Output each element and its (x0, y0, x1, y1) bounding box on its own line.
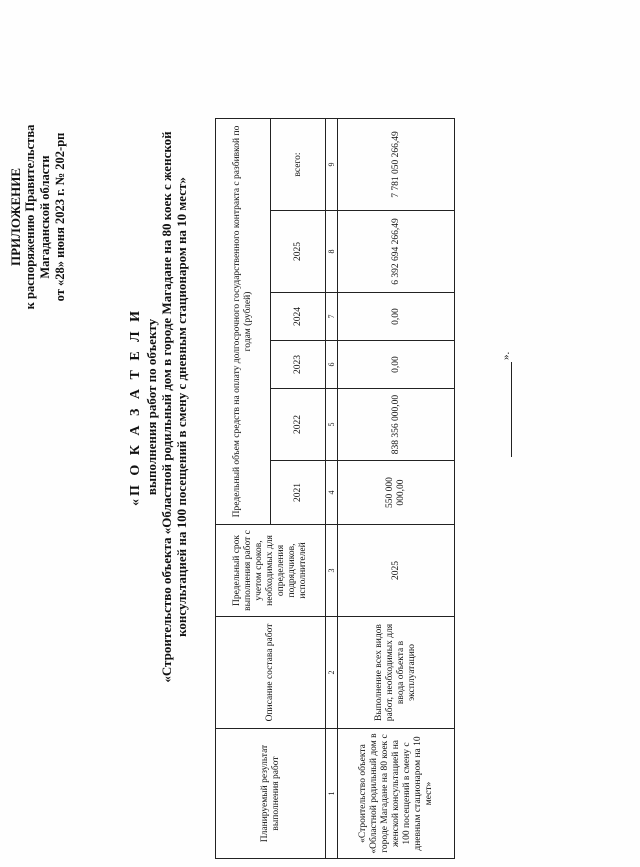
appendix-line-1: к распоряжению Правительства (23, 124, 37, 310)
cell-value-2021: 550 000 000,00 (338, 461, 455, 525)
appendix-block (8, 67, 68, 367)
heading-line-3: консультацией на 100 посещений в смену с дневным стационаром на 10 мест» (174, 177, 189, 637)
year-header: 2022 (271, 389, 326, 461)
cell-value-2024: 0,00 (338, 293, 455, 341)
year-header: 2024 (271, 293, 326, 341)
closing-mark: ». (500, 351, 512, 360)
closing-line (500, 352, 512, 457)
column-number: 5 (326, 389, 338, 461)
column-number: 4 (326, 461, 338, 525)
heading-line-1: выполнения работ по объекту (144, 318, 159, 496)
cell-result: «Строительство объекта «Областной родильный дом в городе Магадане на 80 коек с женской консультацией на 100 посещений в смену с дневным стационаром на 10 мест» (338, 729, 455, 859)
year-header: 2021 (271, 461, 326, 525)
indicators-table (215, 118, 455, 859)
year-header: 2023 (271, 341, 326, 389)
column-number-row (326, 119, 338, 859)
cell-deadline: 2025 (338, 525, 455, 617)
column-number: 6 (326, 341, 338, 389)
underline-divider (511, 362, 512, 457)
col-header-result: Планируемый результат выполнения работ (216, 729, 326, 859)
year-header: 2025 (271, 211, 326, 293)
col-header-description: Описание состава работ (216, 617, 326, 729)
column-number: 7 (326, 293, 338, 341)
column-number: 8 (326, 211, 338, 293)
column-number: 9 (326, 119, 338, 211)
cell-description: Выполнение всех видов работ, необходимых для ввода объекта в эксплуатацию (338, 617, 455, 729)
document-heading (128, 67, 189, 747)
appendix-line-2: Магаданской области (38, 155, 52, 279)
cell-value-2025: 6 392 694 266,49 (338, 211, 455, 293)
appendix-line-3: от «28» июня 2023 г. № 202-рп (53, 132, 67, 302)
heading-line-2: «Строительство объекта «Областной родильный дом в городе Магадане на 80 коек с женской (159, 131, 174, 683)
heading-title: «П О К А З А Т Е Л И (128, 307, 143, 507)
table-row (338, 119, 455, 859)
column-number: 1 (326, 729, 338, 859)
column-number: 2 (326, 617, 338, 729)
cell-value-total: 7 781 050 266,49 (338, 119, 455, 211)
cell-value-2023: 0,00 (338, 341, 455, 389)
total-header: всего: (271, 119, 326, 211)
cell-value-2022: 838 356 000,00 (338, 389, 455, 461)
col-header-deadline: Предельный срок выполнения работ с учетом сроков, необходимых для определения подрядчиков, исполнителей (216, 525, 326, 617)
header-row-1 (216, 119, 271, 859)
appendix-title: ПРИЛОЖЕНИЕ (8, 167, 23, 267)
col-header-funding-group: Предельный объем средств на оплату долгосрочного государственного контракта с разбивкой по годам (рублей) (216, 119, 271, 525)
column-number: 3 (326, 525, 338, 617)
